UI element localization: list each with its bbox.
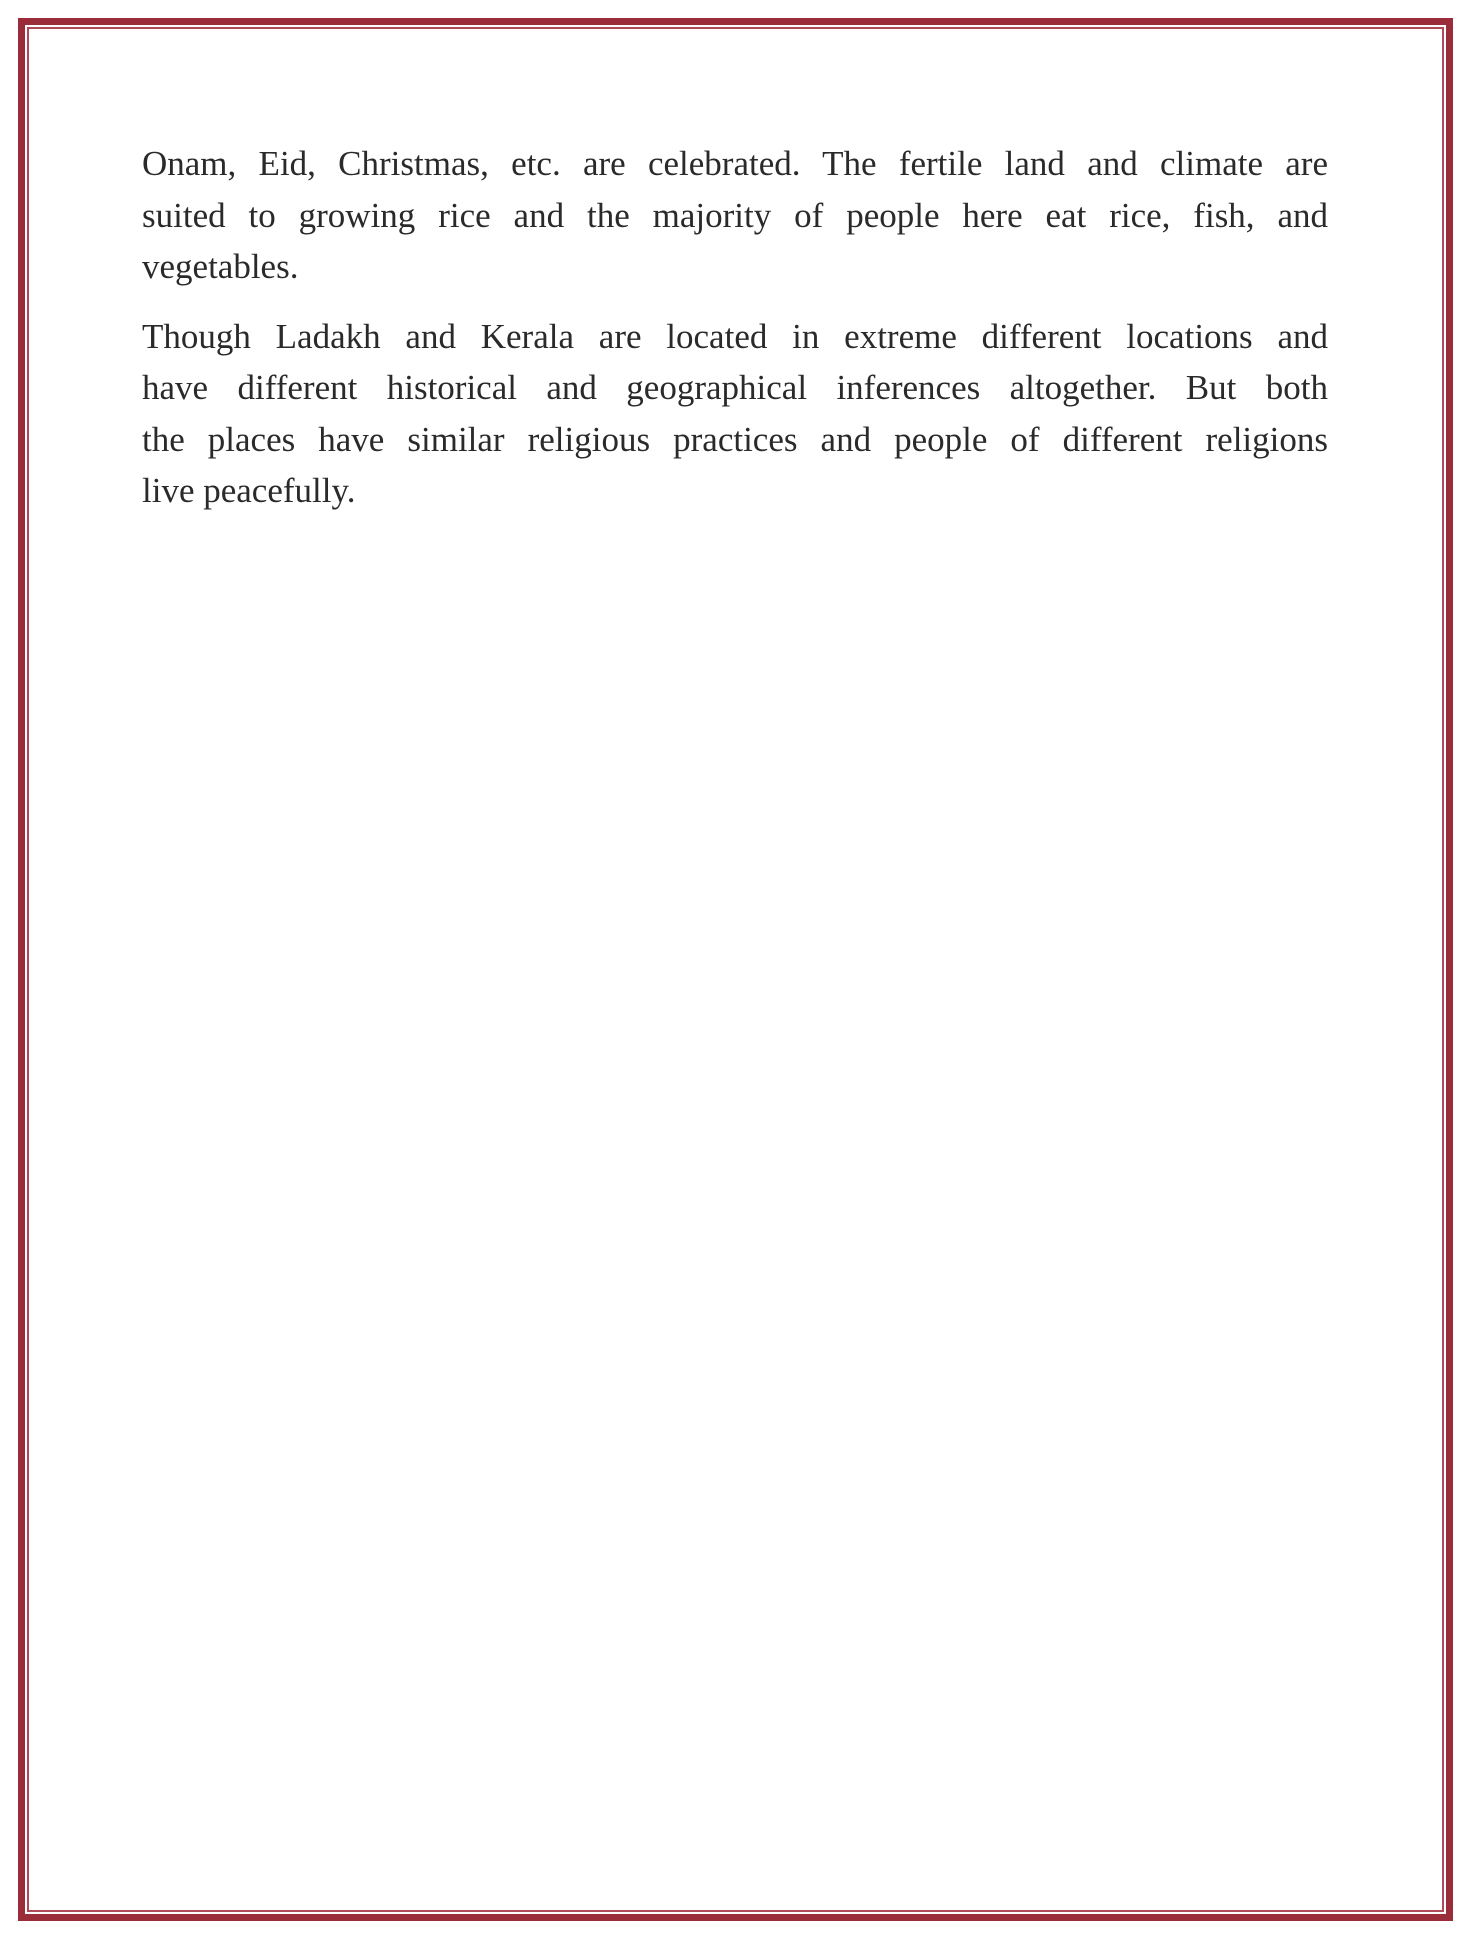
text-line: the places have similar religious practices and people of different religions [142,419,1328,459]
text-line: live peacefully. [142,471,356,510]
text-line: vegetables. [142,247,299,286]
text-line: Though Ladakh and Kerala are located in extreme different locations and [142,316,1328,356]
text-line: Onam, Eid, Christmas, etc. are celebrated. The fertile land and climate are [142,144,1328,183]
text-line: have different historical and geographical inferences altogether. But both [142,368,1328,407]
text-line: suited to growing rice and the majority of people here eat rice, fish, and [142,195,1328,235]
page-body [142,138,1328,535]
paragraph-1 [142,138,1328,293]
paragraph-2 [142,311,1328,517]
